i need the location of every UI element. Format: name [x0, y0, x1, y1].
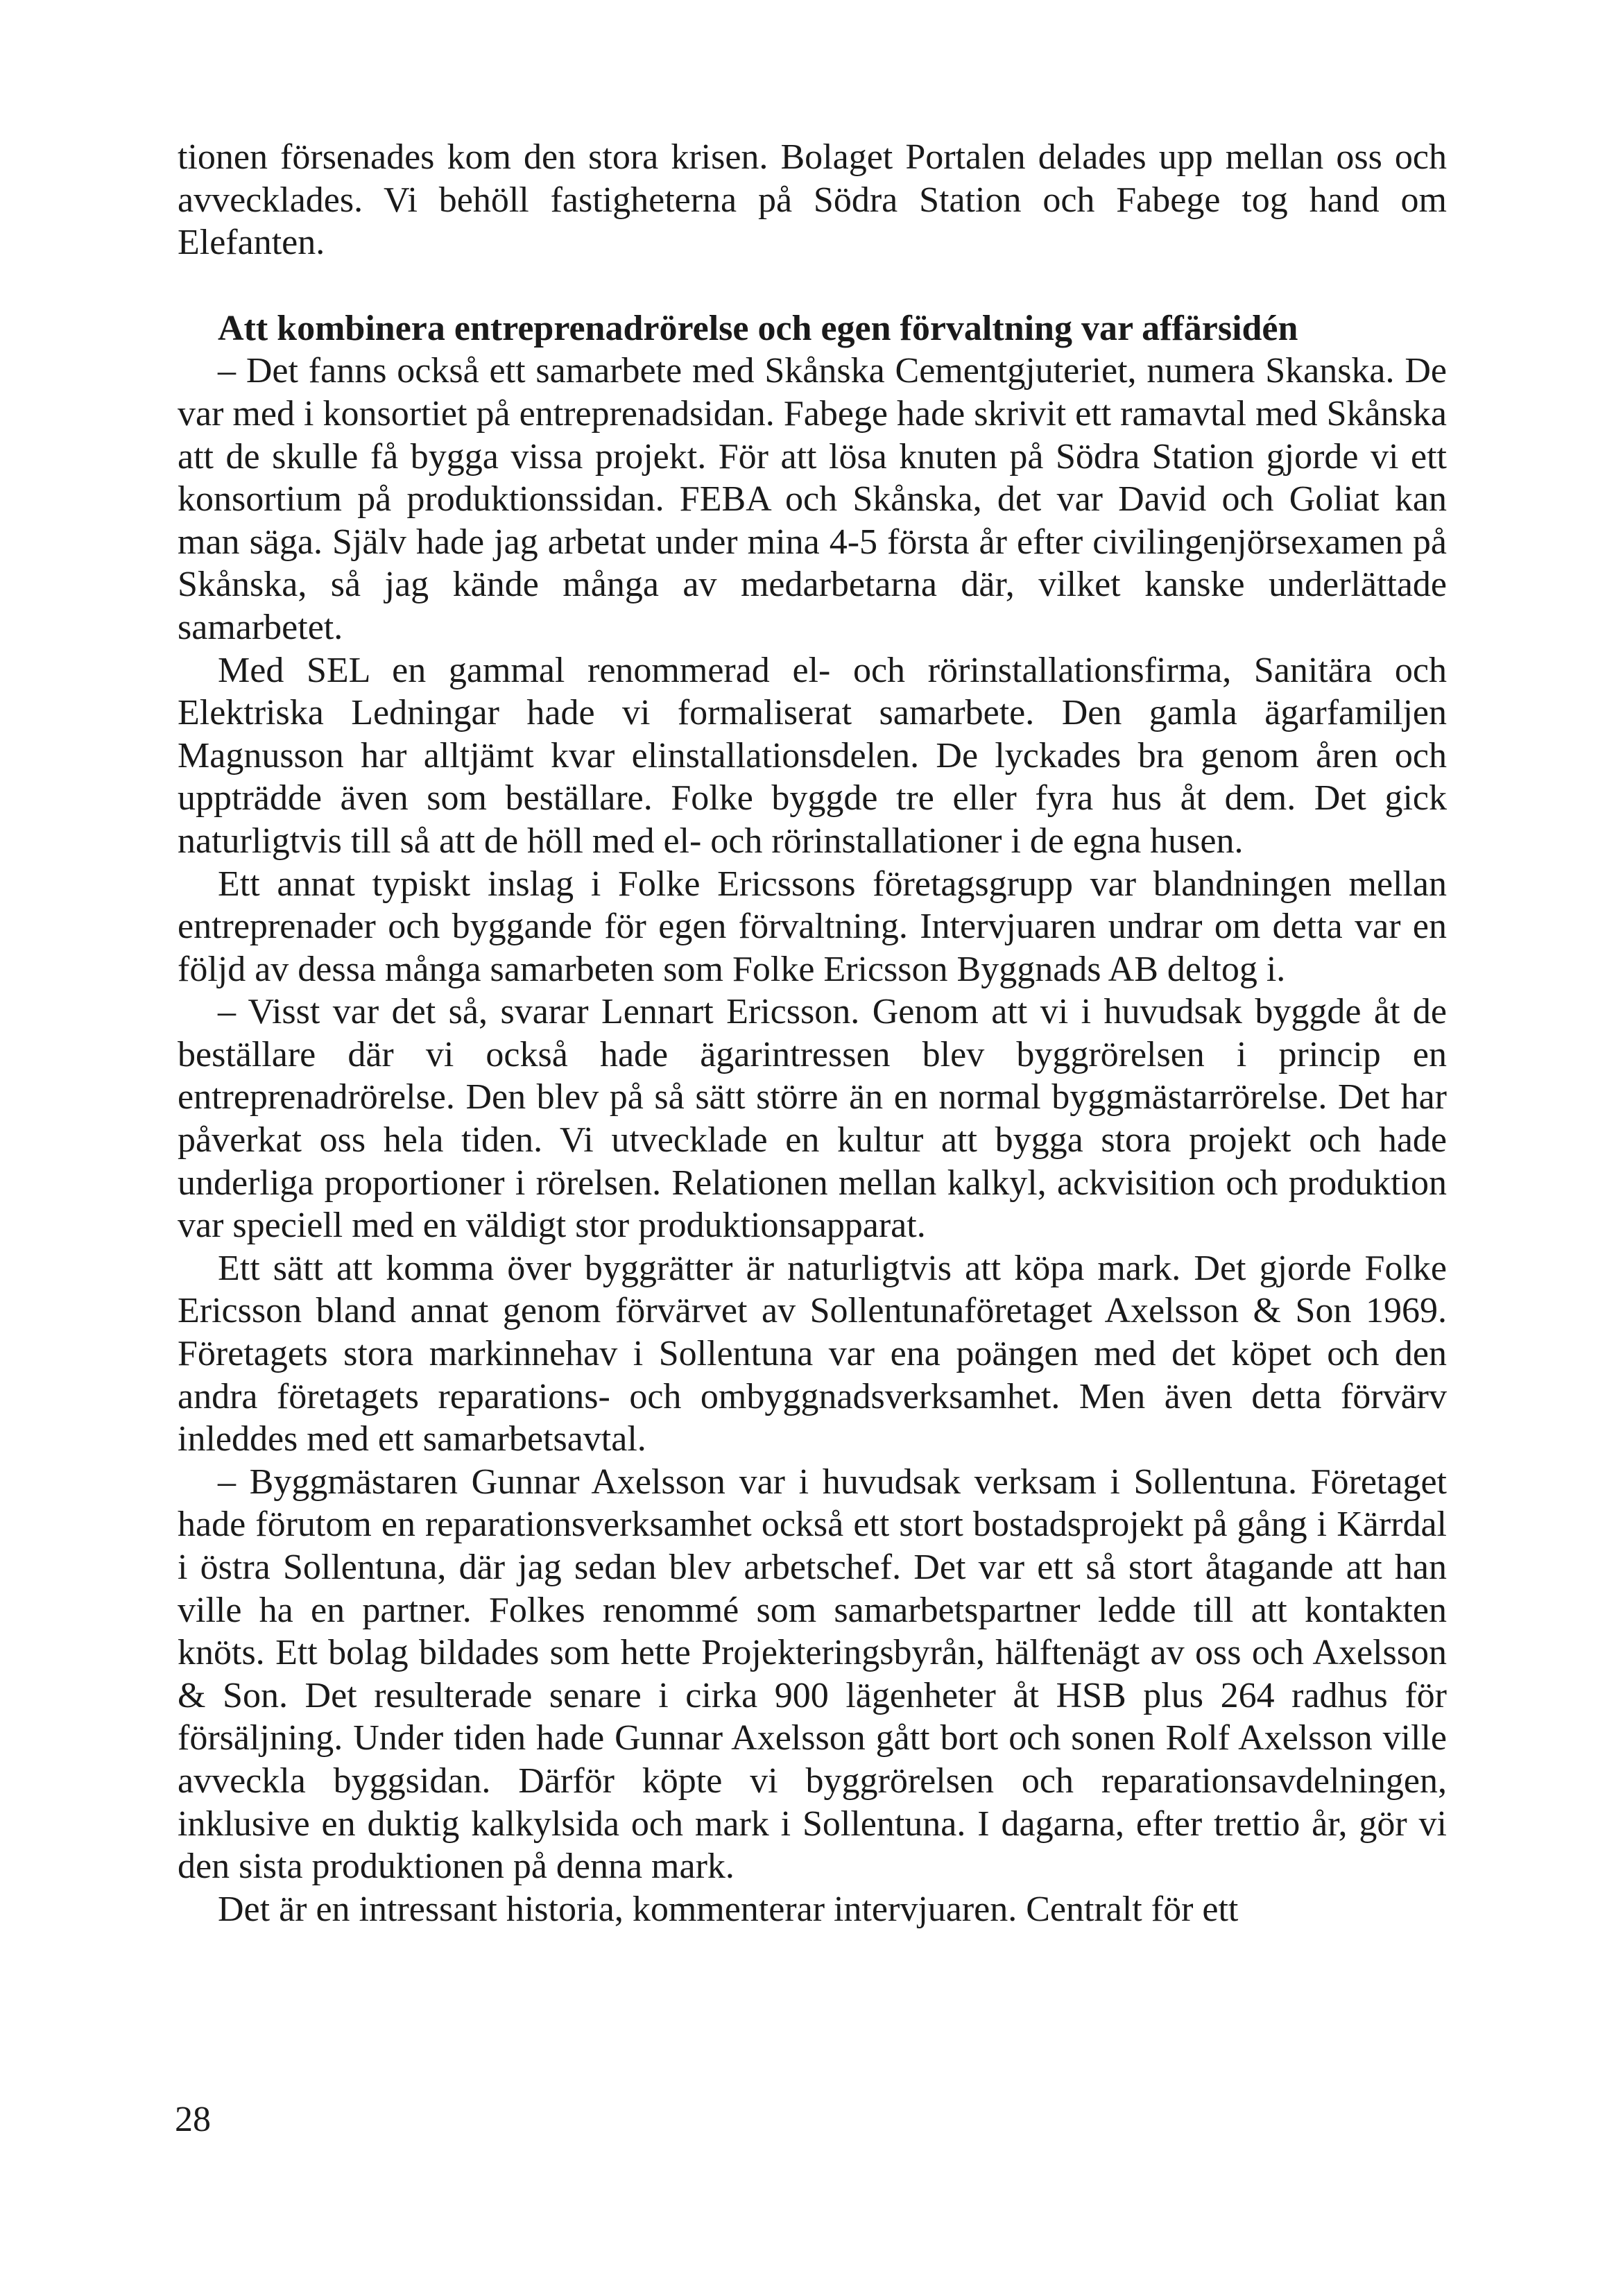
- text-block: [178, 136, 1447, 1930]
- page-number: 28: [175, 2100, 211, 2139]
- paragraph-6: – Byggmästaren Gunnar Axelsson var i huvudsak verksam i Sollentuna. Företaget hade förutom en reparationsverksamhet också ett stort bostadsprojekt på gång i Kärrdal i östra Sollentuna, där jag sedan blev arbetschef. Det var ett så stort åtagande att han ville ha en partner. Folkes renommé som samarbetspartner ledde till att kontakten knöts. Ett bolag bildades som hette Projekteringsbyrån, hälftenägt av oss och Axelsson & Son. Det resulterade senare i cirka 900 lägenheter åt HSB plus 264 radhus för försäljning. Under tiden hade Gunnar Axelsson gått bort och sonen Rolf Axelsson ville avveckla byggsidan. Därför köpte vi byggrörelsen och reparationsavdelningen, inklusive en duktig kalkylsida och mark i Sollentuna. I dagarna, efter trettio år, gör vi den sista produktionen på denna mark.: [178, 1462, 1447, 1887]
- paragraph-2: Med SEL en gammal renommerad el- och rörinstallationsfirma, Sanitära och Elektriska Ledningar hade vi formaliserat samarbete. Den gamla ägarfamiljen Magnusson har alltjämt kvar elinstallationsdelen. De lyckades bra genom åren och uppträdde även som beställare. Folke byggde tre eller fyra hus åt dem. Det gick naturligtvis till så att de höll med el- och rörinstallationer i de egna husen.: [178, 650, 1447, 861]
- intro-paragraph: tionen försenades kom den stora krisen. Bolaget Portalen delades upp mellan oss och avvecklades. Vi behöll fastigheterna på Södra Station och Fabege tog hand om Elefanten.: [178, 137, 1447, 263]
- document-page: [178, 136, 1447, 1930]
- paragraph-1: – Det fanns också ett samarbete med Skånska Cementgjuteriet, numera Skanska. De var med i konsortiet på entreprenadsidan. Fabege hade skrivit ett ramavtal med Skånska att de skulle få bygga vissa projekt. För att lösa knuten på Södra Station gjorde vi ett konsortium på produktionssidan. FEBA och Skånska, det var David och Goliat kan man säga. Själv hade jag arbetat under mina 4-5 första år efter civilingenjörsexamen på Skånska, så jag kände många av medarbetarna där, vilket kanske underlättade samarbetet.: [178, 351, 1447, 647]
- section-heading: Att kombinera entreprenadrörelse och egen förvaltning var affärsidén: [218, 308, 1298, 348]
- paragraph-3: Ett annat typiskt inslag i Folke Ericssons företagsgrupp var blandningen mellan entreprenader och byggande för egen förvaltning. Intervjuaren undrar om detta var en följd av dessa många samarbeten som Folke Ericsson Byggnads AB deltog i.: [178, 864, 1447, 989]
- paragraph-4: – Visst var det så, svarar Lennart Ericsson. Genom att vi i huvudsak byggde åt de beställare där vi också hade ägarintressen blev byggrörelsen i princip en entreprenadrörelse. Den blev på så sätt större än en normal byggmästarrörelse. Det har påverkat oss hela tiden. Vi utvecklade en kultur att bygga stora projekt och hade underliga proportioner i rörelsen. Relationen mellan kalkyl, ackvisition och produktion var speciell med en väldigt stor produktionsapparat.: [178, 992, 1447, 1246]
- paragraph-5: Ett sätt att komma över byggrätter är naturligtvis att köpa mark. Det gjorde Folke Ericsson bland annat genom förvärvet av Sollentunaföretaget Axelsson & Son 1969. Företagets stora markinnehav i Sollentuna var ena poängen med det köpet och den andra företagets reparations- och ombyggnadsverksamhet. Men även detta förvärv inleddes med ett samarbetsavtal.: [178, 1248, 1447, 1459]
- paragraph-7: Det är en intressant historia, kommenterar intervjuaren. Centralt för ett: [218, 1889, 1239, 1929]
